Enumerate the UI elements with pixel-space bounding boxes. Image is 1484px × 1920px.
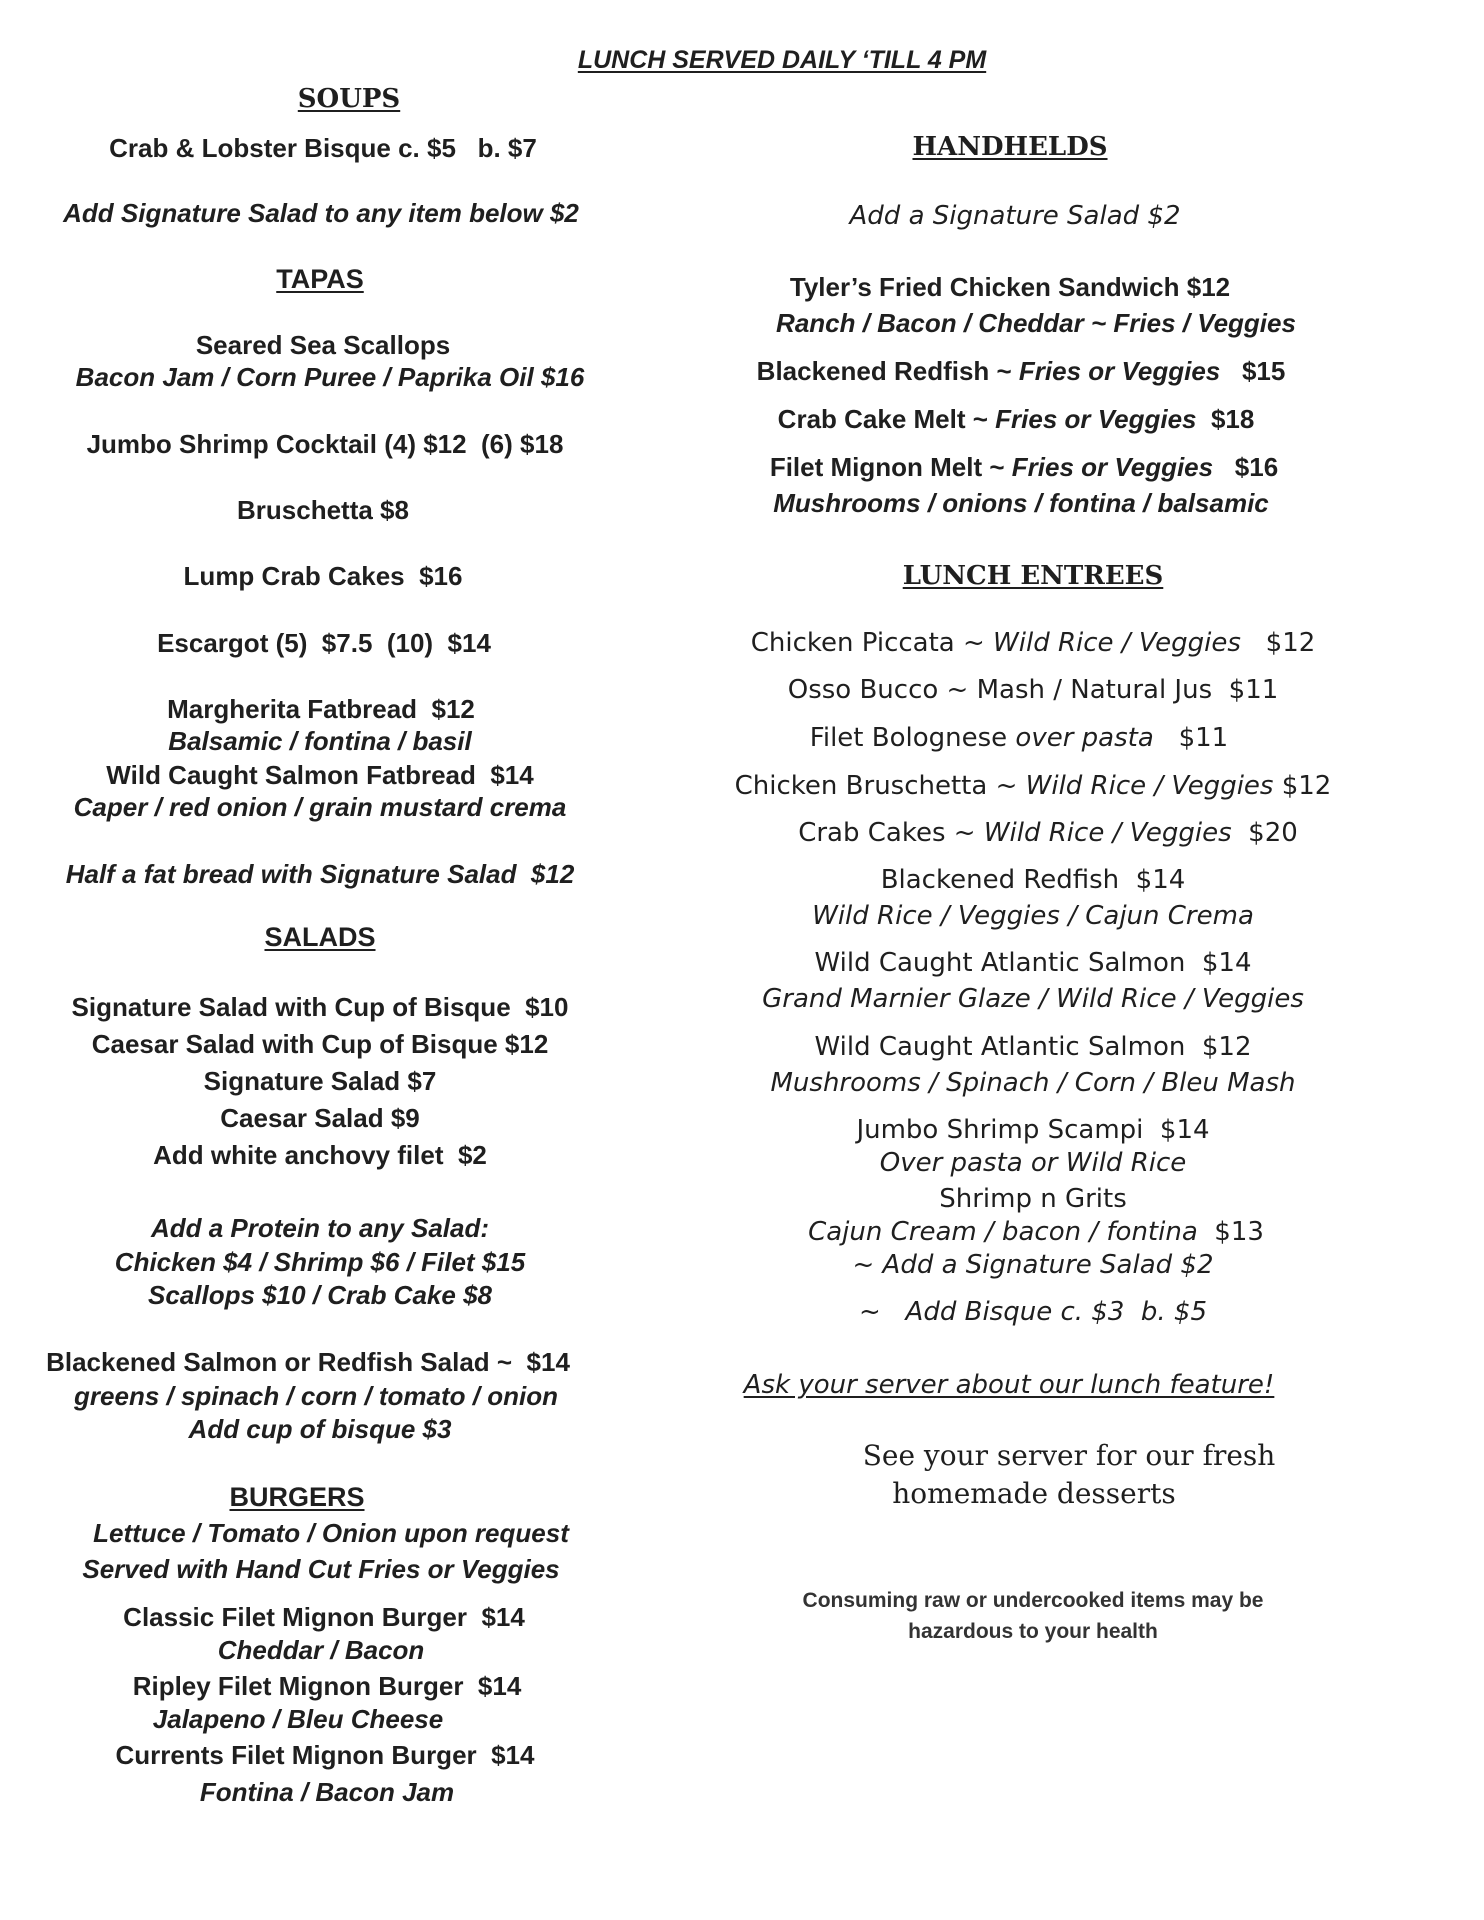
menu-item: Filet Bolognese over pasta $11	[809, 723, 1229, 753]
menu-item: Add white anchovy filet $2	[153, 1140, 487, 1170]
lunch-entrees-heading: LUNCH ENTREES	[902, 561, 1164, 591]
menu-item: Escargot (5) $7.5 (10) $14	[157, 628, 491, 658]
menu-item-desc: Cajun Cream / bacon / fontina $13	[808, 1217, 1264, 1247]
handhelds-heading: HANDHELDS	[912, 132, 1108, 162]
menu-item: Blackened Salmon or Redfish Salad ~ $14	[46, 1347, 570, 1377]
menu-item: Seared Sea Scallops	[195, 330, 451, 360]
menu-item-desc: Caper / red onion / grain mustard crema	[73, 792, 567, 822]
dessert-note: See your server for our fresh	[862, 1439, 1276, 1472]
health-warning: hazardous to your health	[908, 1620, 1158, 1643]
menu-item: Osso Bucco ~ Mash / Natural Jus $11	[787, 675, 1279, 705]
menu-item: Bruschetta $8	[237, 495, 409, 525]
menu-item: Jumbo Shrimp Cocktail (4) $12 (6) $18	[86, 429, 564, 459]
menu-item: Crab Cakes ~ Wild Rice / Veggies $20	[798, 818, 1298, 848]
page-title: LUNCH SERVED DAILY ‘TILL 4 PM	[577, 46, 987, 74]
menu-item: Margherita Fatbread $12	[167, 694, 475, 724]
menu-item: Wild Caught Atlantic Salmon $14	[814, 948, 1252, 978]
menu-item: Blackened Redfish $14	[880, 865, 1186, 895]
menu-item: Chicken Bruschetta ~ Wild Rice / Veggies $12	[734, 771, 1332, 801]
menu-item-desc: Jalapeno / Bleu Cheese	[152, 1704, 444, 1734]
menu-item-desc: Grand Marnier Glaze / Wild Rice / Veggies	[762, 984, 1304, 1014]
menu-note: ~ Add Bisque c. $3 b. $5	[858, 1297, 1208, 1327]
menu-item-desc: Balsamic / fontina / basil	[168, 726, 472, 756]
menu-item: Ripley Filet Mignon Burger $14	[132, 1671, 522, 1701]
menu-item: Crab & Lobster Bisque c. $5 b. $7	[109, 133, 537, 163]
burgers-heading: BURGERS	[229, 1482, 365, 1512]
menu-item: Caesar Salad with Cup of Bisque $12	[91, 1029, 549, 1059]
menu-item: Lump Crab Cakes $16	[183, 561, 463, 591]
dessert-note: homemade desserts	[892, 1477, 1176, 1510]
menu-item: Tyler’s Fried Chicken Sandwich $12	[789, 272, 1231, 302]
menu-note: Add a Protein to any Salad:	[150, 1213, 490, 1243]
menu-item: Wild Caught Salmon Fatbread $14	[106, 760, 534, 790]
menu-item-desc: Wild Rice / Veggies / Cajun Crema	[812, 901, 1254, 931]
menu-item: Filet Mignon Melt ~ Fries or Veggies $16	[769, 452, 1279, 482]
menu-item-desc: greens / spinach / corn / tomato / onion	[74, 1381, 558, 1411]
salads-heading: SALADS	[264, 922, 376, 952]
menu-item: Crab Cake Melt ~ Fries or Veggies $18	[777, 404, 1255, 434]
menu-item-desc: Over pasta or Wild Rice	[879, 1148, 1187, 1178]
menu-item-desc: Bacon Jam / Corn Puree / Paprika Oil $16	[75, 362, 585, 392]
menu-item-desc: Ranch / Bacon / Cheddar ~ Fries / Veggies	[776, 308, 1296, 338]
soups-heading: SOUPS	[297, 84, 401, 114]
menu-item: Wild Caught Atlantic Salmon $12	[814, 1032, 1252, 1062]
menu-item: Chicken Piccata ~ Wild Rice / Veggies $12	[750, 628, 1316, 658]
menu-note: Served with Hand Cut Fries or Veggies	[82, 1554, 560, 1584]
lunch-feature-note: Ask your server about our lunch feature!	[743, 1370, 1275, 1400]
menu-item: Shrimp n Grits	[939, 1184, 1127, 1214]
menu-item: Half a fat bread with Signature Salad $12	[65, 859, 575, 889]
menu-note: Add Signature Salad to any item below $2	[63, 198, 579, 228]
menu-item: Signature Salad with Cup of Bisque $10	[71, 992, 569, 1022]
menu-item: Caesar Salad $9	[220, 1103, 420, 1133]
menu-item: Currents Filet Mignon Burger $14	[115, 1740, 535, 1770]
menu-item-desc: Add cup of bisque $3	[188, 1414, 452, 1444]
menu-item-desc: Cheddar / Bacon	[217, 1635, 425, 1665]
health-warning: Consuming raw or undercooked items may be	[802, 1589, 1264, 1612]
menu-item-desc: Mushrooms / Spinach / Corn / Bleu Mash	[770, 1068, 1296, 1098]
menu-item: Classic Filet Mignon Burger $14	[123, 1602, 525, 1632]
menu-note: Lettuce / Tomato / Onion upon request	[93, 1518, 569, 1548]
menu-item-desc: Fontina / Bacon Jam	[199, 1777, 455, 1807]
menu-note: ~ Add a Signature Salad $2	[852, 1250, 1214, 1280]
menu-item: Blackened Redfish ~ Fries or Veggies $15	[756, 356, 1286, 386]
menu-item: Jumbo Shrimp Scampi $14	[856, 1115, 1210, 1145]
menu-item: Signature Salad $7	[203, 1066, 437, 1096]
tapas-heading: TAPAS	[276, 264, 364, 294]
menu-item-desc: Scallops $10 / Crab Cake $8	[148, 1280, 492, 1310]
menu-note: Add a Signature Salad $2	[849, 201, 1181, 231]
menu-item-desc: Chicken $4 / Shrimp $6 / Filet $15	[114, 1247, 526, 1277]
menu-item-desc: Mushrooms / onions / fontina / balsamic	[773, 488, 1269, 518]
